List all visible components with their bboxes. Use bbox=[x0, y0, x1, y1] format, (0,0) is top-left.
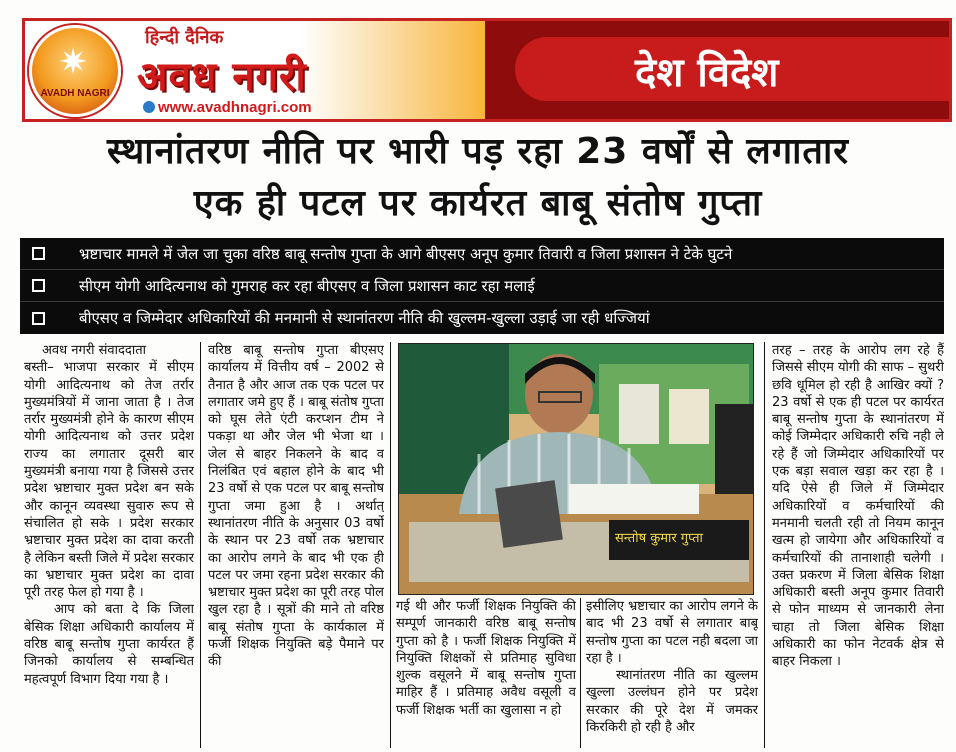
column-divider bbox=[580, 598, 581, 748]
photo-illustration bbox=[399, 344, 754, 595]
article-paragraph: बस्ती– भाजपा सरकार में सीएम योगी आदित्यनाथ को तेज तर्रार मुख्यमंत्रियों में जाना जाता है । तेज तर्रार मुख्यमंत्री होने के कारण सीएम योगी आदित्यनाथ को उत्तर प्रदेश राज्य का लगातार दूसरी बार मुख्यमंत्री बनाया गया है जिससे उत्तर प्रदेश भ्रष्टाचार मुक्त प्रदेश बन सके और कानून व्यवस्था सुवारु रूप से संचालित हो सके । प्रदेश सरकार भ्रष्टाचार मुक्त प्रदेश का दावा करती है लेकिन बस्ती जिले में प्रदेश सरकार का भ्रष्टाचार मुक्त प्रदेश का दावा पूरी तरह फेल हो गया है । bbox=[24, 360, 194, 601]
article-column-2 bbox=[208, 342, 384, 752]
bullet-box bbox=[20, 238, 944, 334]
section-name: देश विदेश bbox=[635, 50, 779, 96]
headline-line-2: एक ही पटल पर कार्यरत बाबू संतोष गुप्ता bbox=[193, 183, 763, 224]
nameplate-text: सन्तोष कुमार गुप्ता bbox=[615, 531, 703, 546]
column-divider bbox=[764, 342, 765, 748]
headline-line-1: स्थानांतरण नीति पर भारी पड़ रहा 23 वर्षों से लगातार bbox=[106, 131, 849, 172]
paper-name: अवध नगरी bbox=[137, 54, 307, 100]
bullet-item bbox=[20, 238, 944, 270]
logo-text: AVADH NAGRI bbox=[40, 88, 110, 99]
column-divider bbox=[200, 342, 201, 748]
byline: अवध नगरी संवाददाता bbox=[42, 343, 146, 358]
checkbox-bullet-icon bbox=[32, 312, 45, 325]
article-paragraph: इसीलिए भ्रष्टाचार का आरोप लगने के बाद भी 23 वर्षो से लगातार बाबू सन्तोष गुप्ता का पटल नही बदला जा रहा है । bbox=[586, 599, 758, 666]
bullet-item bbox=[20, 270, 944, 302]
masthead-brand bbox=[25, 21, 485, 119]
masthead-kicker: हिन्दी दैनिक bbox=[145, 27, 224, 48]
article-paragraph: आप को बता दे कि जिला बेसिक शिक्षा अधिकारी कार्यालय में वरिष्ठ बाबू सन्तोष गुप्ता कार्यरत हैं जिनको कार्यालय से सम्बन्धित महत्वपूर्ण विभाग दिया गया है । bbox=[24, 602, 194, 687]
article-paragraph: वरिष्ठ बाबू सन्तोष गुप्ता बीएसए कार्यालय में वित्तीय वर्ष – 2002 से तैनात है और आज तक एक पटल पर लगातार जमे हुए हैं । बाबू संतोष गुप्ता को घूस लेते एंटी करप्शन टीम ने पकड़ा था और जेल भी भेजा था । जेल से बाहर निकलने के बाद व निलंबित एवं बहाल होने के बाद भी 23 वर्षो से एक पटल पर बाबू सन्तोष गुप्ता जमा हुआ है । अर्थात् स्थानांतरण नीति के अनुसार 03 वर्षो के स्थान पर 23 वर्षो तक भ्रष्टाचार का आरोप लगने के बाद भी एक ही पटल पर जमा रहना प्रदेश सरकार की भ्रष्टाचार मुक्त प्रदेश का पूरी तरह पोल खुल रहा है । सूत्रों की माने तो वरिष्ठ बाबू संतोष गुप्ता के कार्यकाल में फर्जी शिक्षक नियुक्ति बड़े पैमाने पर की bbox=[208, 343, 384, 670]
section-banner bbox=[485, 21, 952, 119]
article-paragraph: गई थी और फर्जी शिक्षक नियुक्ति की सम्पूर्ण जानकारी वरिष्ठ बाबू सन्तोष गुप्ता को है । फर्जी शिक्षक नियुक्ति में नियुक्ति शिक्षकों से प्रतिमाह सुविधा शुल्क वसूलने में बाबू सन्तोष गुप्ता माहिर हैं । प्रतिमाह अवैध वसूली व फर्जी शिक्षक भर्ती का खुलासा न हो bbox=[396, 599, 576, 718]
bullet-item bbox=[20, 302, 944, 334]
logo bbox=[29, 25, 121, 117]
article-paragraph: स्थानांतरण नीति का खुल्लम खुल्ला उल्लंघन होने पर प्रदेश सरकार की पूरे देश में जमकर किरकिरी हो रही है और bbox=[586, 668, 758, 736]
website-url bbox=[143, 99, 312, 116]
article-column-4 bbox=[772, 342, 944, 752]
article-paragraph: तरह – तरह के आरोप लग रहे हैं जिससे सीएम योगी की साफ – सुथरी छवि धूमिल हो रही है आखिर क्यों ? 23 वर्षो से एक ही पटल पर कार्यरत बाबू सन्तोष गुप्ता के स्थानांतरण में कोई जिम्मेदार अधिकारी रुचि नही ले रहे हैं जो जिम्मेदार अधिकारियों पर एक बड़ा सवाल खड़ा कर रहा है । यदि ऐसे ही जिले में जिम्मेदार अधिकारियों व कर्मचारियों की मनमानी चलती रही तो नियम कानून खत्म हो जायेगा और अधिकारियों व कर्मचारियों की तानाशाही चलेगी । उक्त प्रकरण में जिला बेसिक शिक्षा अधिकारी बस्ती अनूप कुमार तिवारी से फोन माध्यम से जानकारी लेना चाहा तो जिला बेसिक शिक्षा अधिकारी का फोन नेटवर्क क्षेत्र से बाहर निकला । bbox=[772, 343, 944, 670]
article-column-1 bbox=[24, 342, 194, 752]
star-icon: ✷ bbox=[58, 42, 89, 83]
checkbox-bullet-icon bbox=[32, 279, 45, 292]
globe-icon bbox=[143, 101, 155, 113]
bullet-text: भ्रष्टाचार मामले में जेल जा चुका वरिष्ठ बाबू सन्तोष गुप्ता के आगे बीएसए अनूप कुमार तिवारी व जिला प्रशासन ने टेके घुटने bbox=[79, 244, 733, 263]
masthead bbox=[22, 18, 952, 122]
photo-clerk-at-desk bbox=[398, 343, 754, 595]
bullet-text: सीएम योगी आदित्यनाथ को गुमराह कर रहा बीएसए व जिला प्रशासन काट रहा मलाई bbox=[79, 276, 535, 295]
article-column-3a bbox=[396, 598, 576, 752]
checkbox-bullet-icon bbox=[32, 247, 45, 260]
article-column-3b bbox=[586, 598, 758, 752]
column-divider bbox=[390, 342, 391, 748]
bullet-text: बीएसए व जिम्मेदार अधिकारियों की मनमानी से स्थानांतरण नीति की खुल्लम-खुल्ला उड़ाई जा रही धज्जियां bbox=[79, 309, 650, 327]
headline bbox=[12, 126, 944, 230]
website-url-text: www.avadhnagri.com bbox=[158, 99, 312, 116]
